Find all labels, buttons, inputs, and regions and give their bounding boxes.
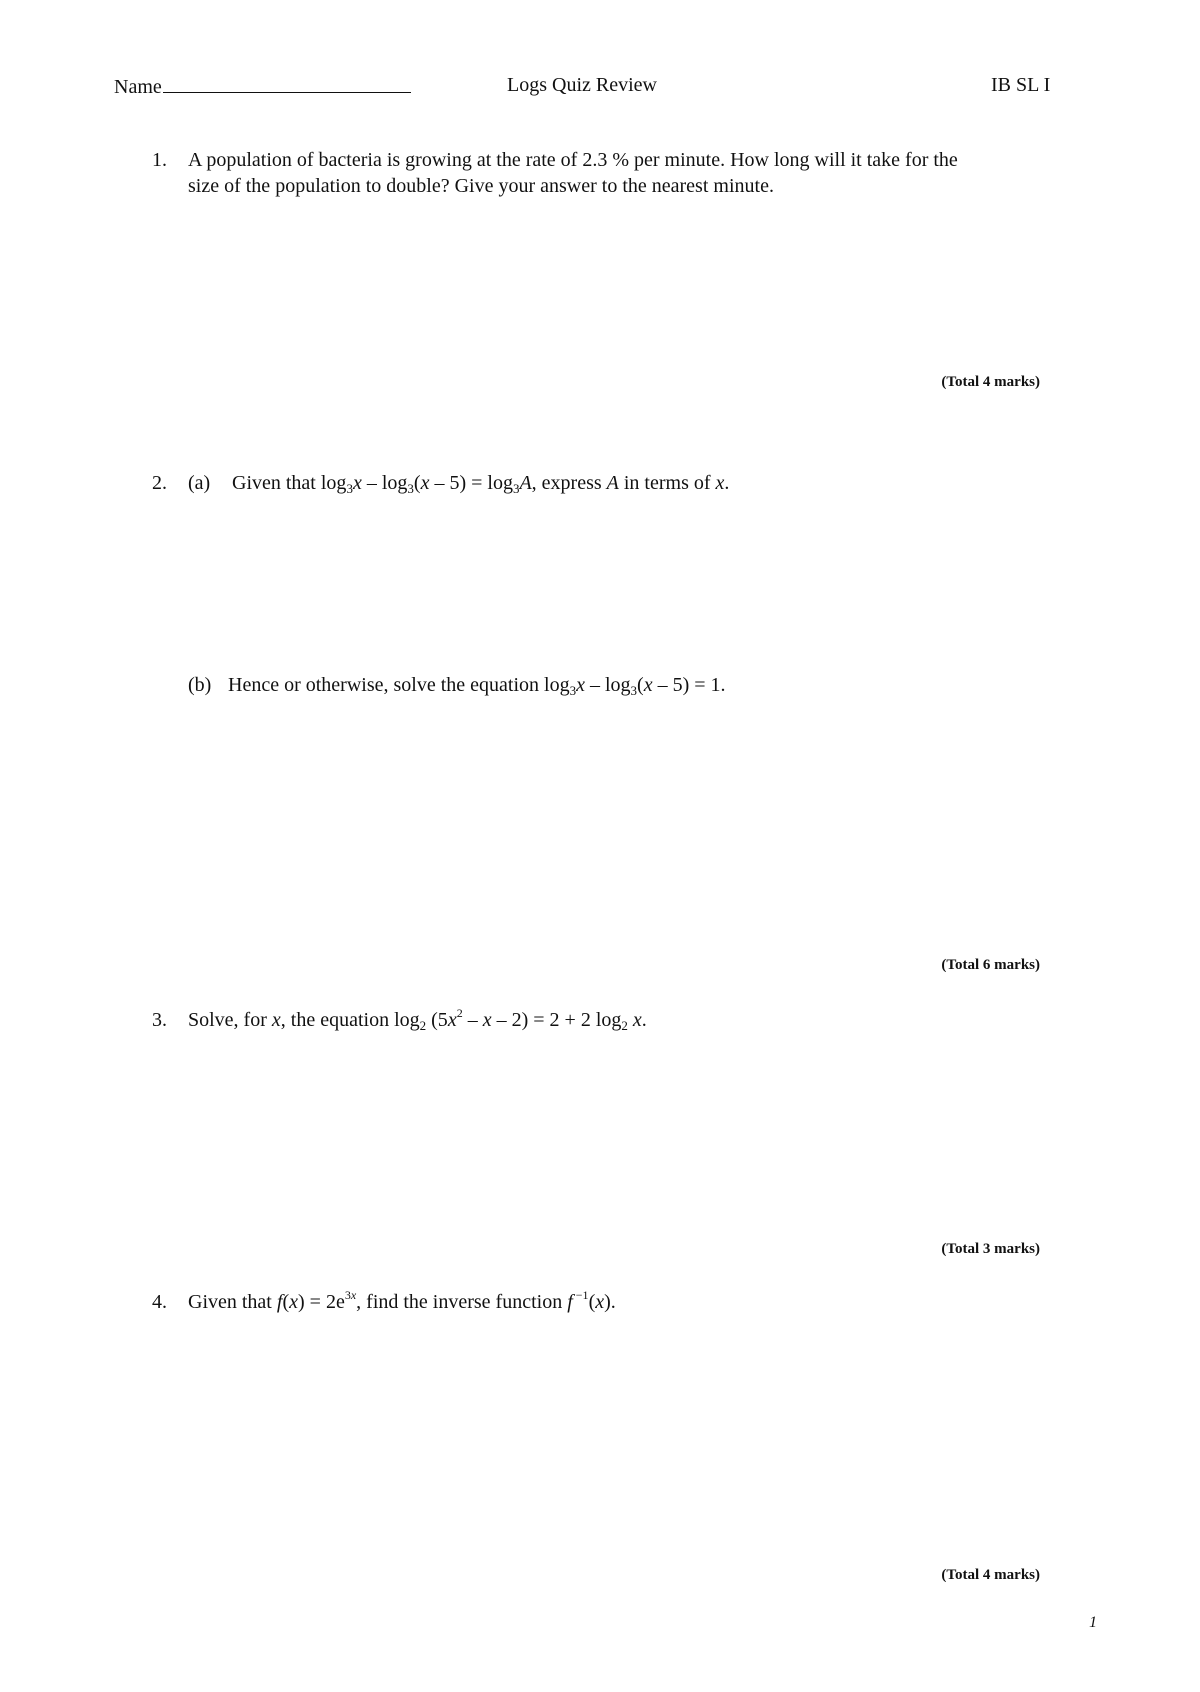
- name-blank-line: [163, 74, 411, 93]
- name-field: [114, 74, 411, 99]
- question-2-part-b-text: Hence or otherwise, solve the equation $\log_3x - \log_3(x - 5) = 1$.: [228, 674, 726, 698]
- question-1-line-1: A population of bacteria is growing at the rate of 2.3 % per minute. How long will it take for the: [188, 149, 958, 171]
- question-2-number: 2.: [152, 472, 167, 494]
- question-3-number: 3.: [152, 1009, 167, 1031]
- question-1-marks: (Total 4 marks): [941, 374, 1040, 390]
- question-2-part-b-label: (b): [188, 674, 212, 696]
- question-3-text: Solve, for x, the equation $\log_2 (5x^2 - x - 2) = 2 + 2$ $\log_2 x$.: [188, 1006, 647, 1033]
- question-2-part-a-label: (a): [188, 472, 211, 494]
- question-4-text: Given that $f(x) = 2e^{3x}$, find the inverse function f $^{-1}$(x).: [188, 1288, 616, 1313]
- question-1-line-2: size of the population to double? Give your answer to the nearest minute.: [188, 175, 774, 197]
- question-2-part-a-text: Given that $\log_3x - \log_3(x - 5) = \log_3A$, express A in terms of x.: [232, 472, 730, 496]
- page-number: 1: [1089, 1614, 1097, 1631]
- question-4-marks: (Total 4 marks): [941, 1567, 1040, 1583]
- course-label: IB SL I: [991, 74, 1051, 96]
- question-4-number: 4.: [152, 1291, 167, 1313]
- question-2-marks: (Total 6 marks): [941, 957, 1040, 973]
- question-1-number: 1.: [152, 149, 167, 171]
- name-label: Name: [114, 76, 162, 98]
- page-title: Logs Quiz Review: [507, 74, 657, 96]
- question-3-marks: (Total 3 marks): [941, 1241, 1040, 1257]
